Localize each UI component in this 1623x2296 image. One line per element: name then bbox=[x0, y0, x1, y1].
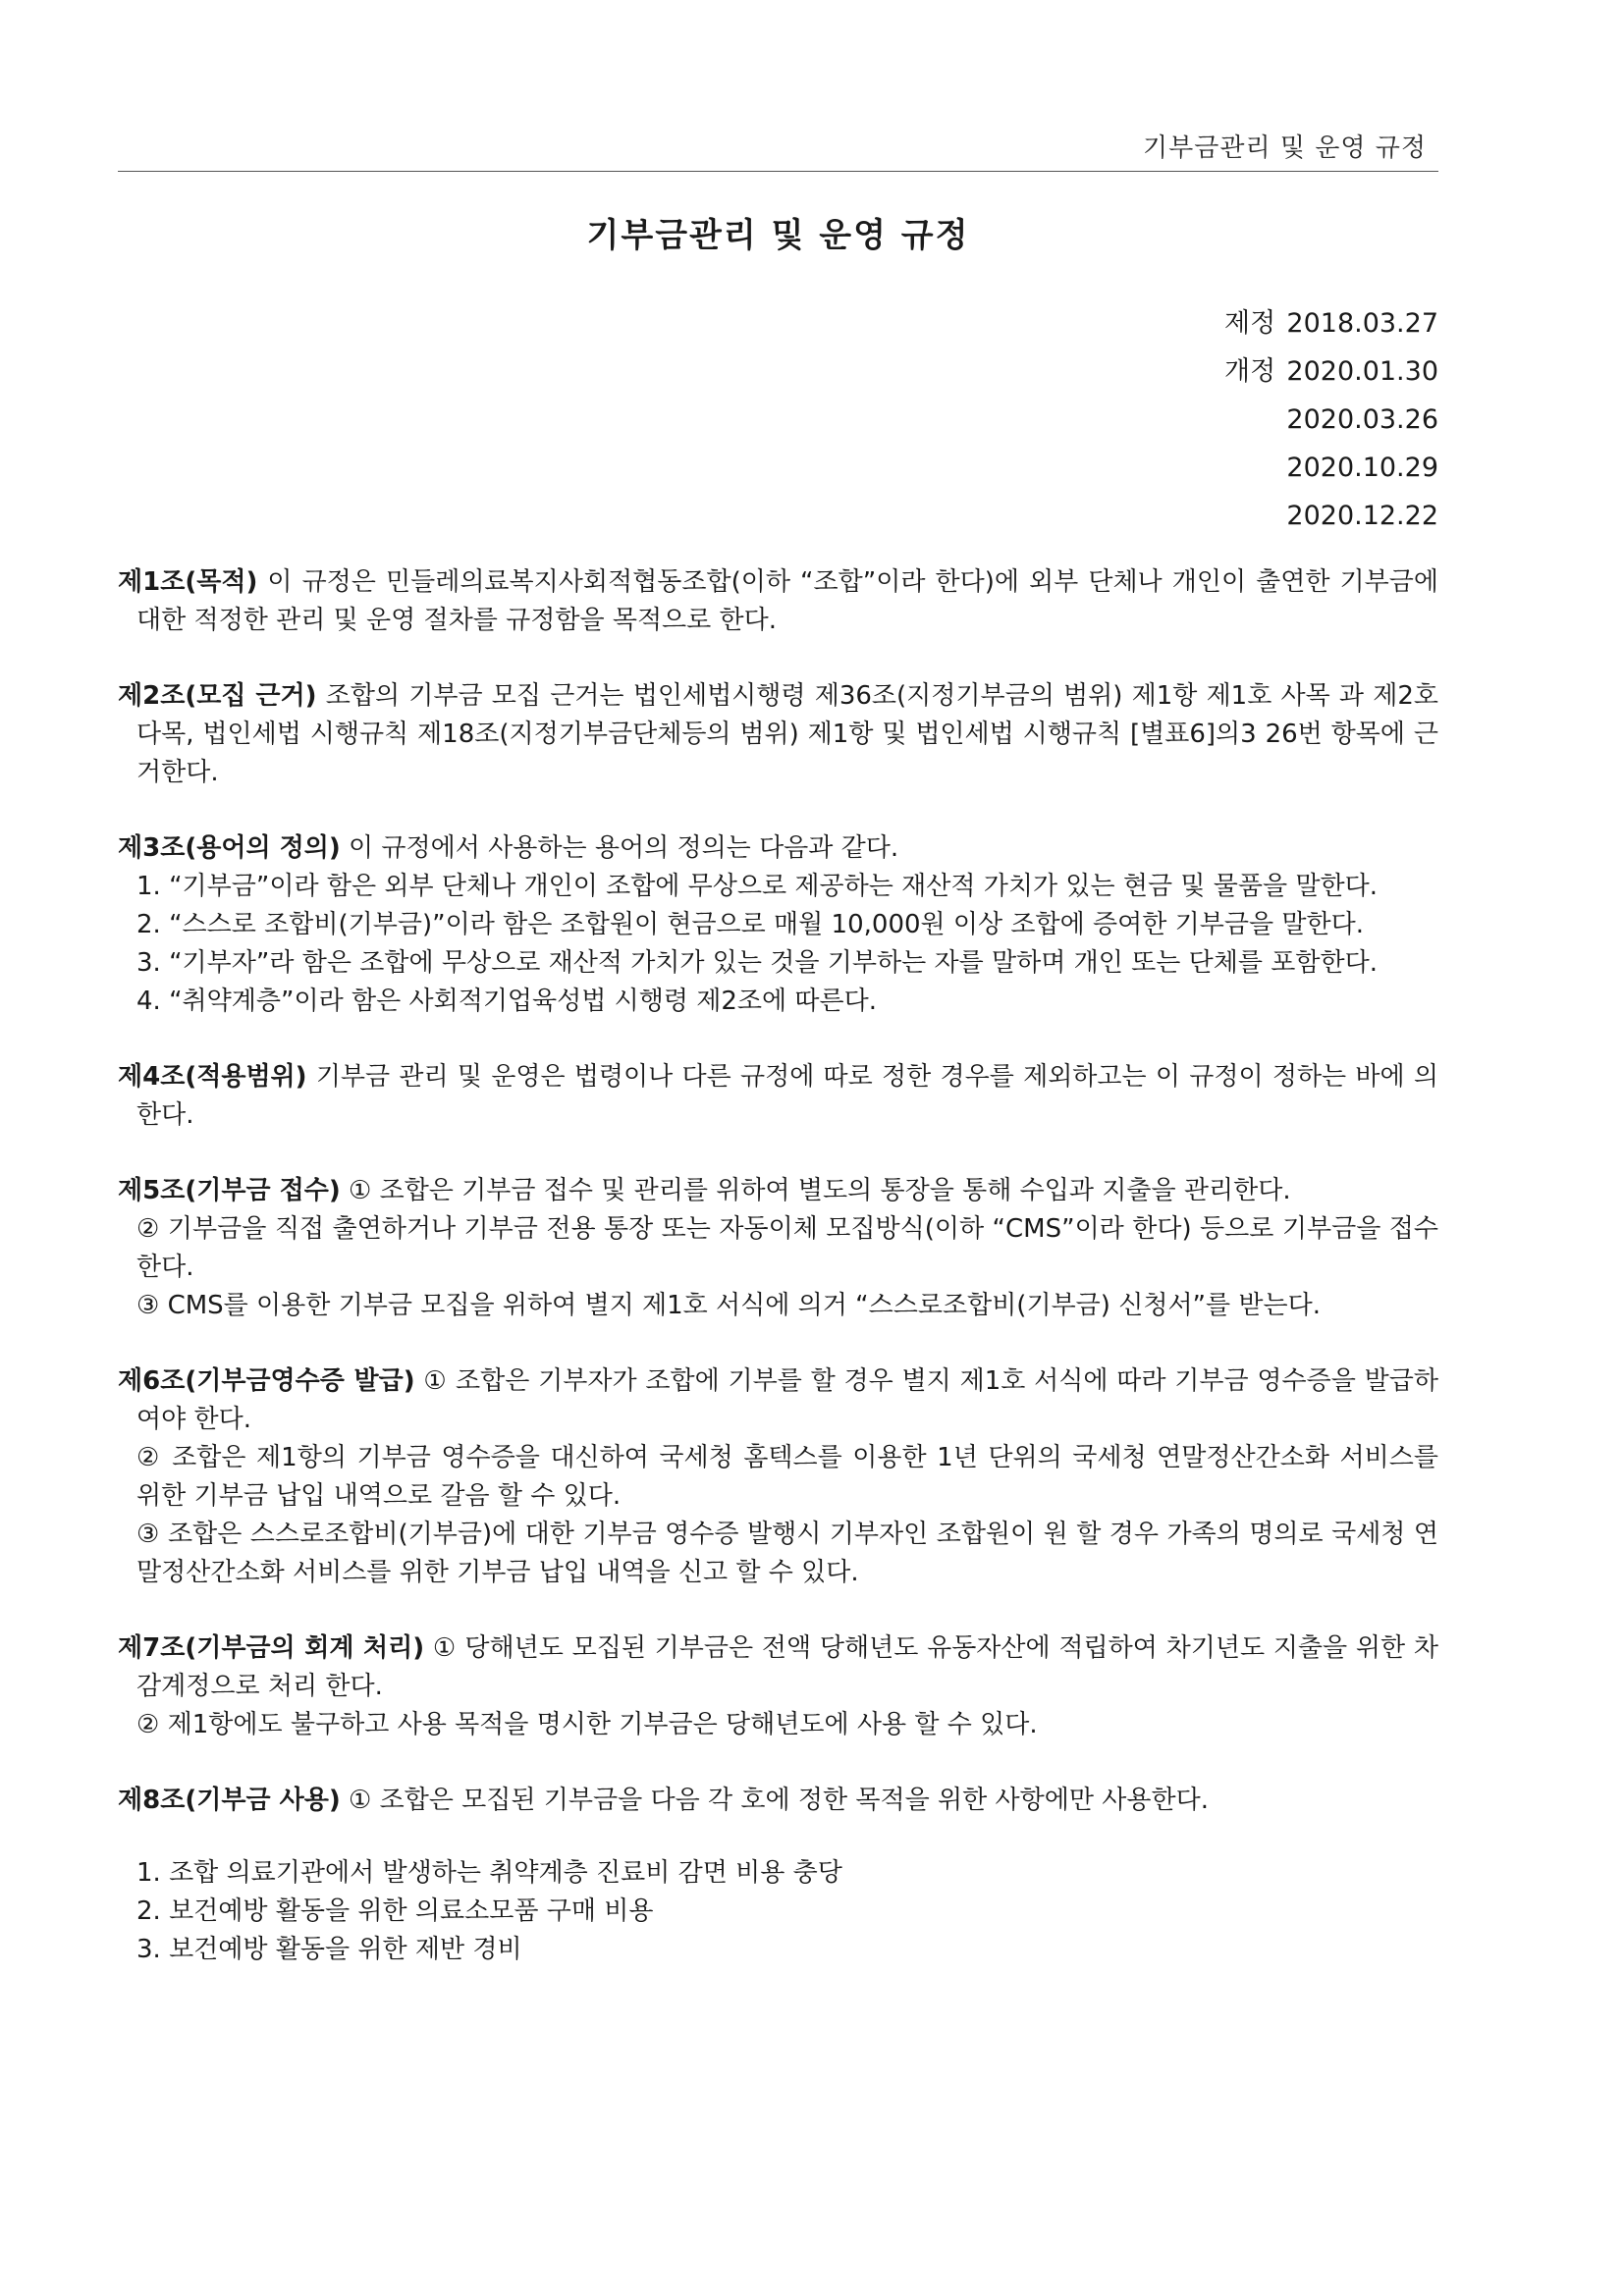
article-first-paragraph bbox=[118, 1362, 1438, 1439]
article-first-paragraph bbox=[118, 677, 1438, 792]
article-item: ③ 조합은 스스로조합비(기부금)에 대한 기부금 영수증 발행시 기부자인 조합원이 원 할 경우 가족의 명의로 국세청 연말정산간소화 서비스를 위한 기부금 납입 내역을 신고 할 수 있다. bbox=[136, 1520, 1438, 1587]
history-row bbox=[1224, 299, 1438, 347]
history-date: 2020.10.29 bbox=[1286, 453, 1438, 483]
article-title: 제5조(기부금 접수) bbox=[118, 1176, 341, 1205]
history-row bbox=[1224, 492, 1438, 540]
article-item: 1. “기부금”이라 함은 외부 단체나 개인이 조합에 무상으로 제공하는 재산적 가치가 있는 현금 및 물품을 말한다. bbox=[136, 872, 1378, 901]
article bbox=[118, 563, 1438, 640]
article-item: ② 기부금을 직접 출연하거나 기부금 전용 통장 또는 자동이체 모집방식(이하 “CMS”이라 한다) 등으로 기부금을 접수 한다. bbox=[136, 1214, 1438, 1282]
article-item: 2. 보건예방 활동을 위한 의료소모품 구매 비용 bbox=[136, 1896, 654, 1926]
history-label bbox=[1224, 396, 1285, 444]
article-title: 제3조(용어의 정의) bbox=[118, 833, 341, 863]
article-first-paragraph bbox=[118, 1058, 1438, 1135]
article-title: 제6조(기부금영수증 발급) bbox=[118, 1366, 415, 1396]
history-date: 2020.01.30 bbox=[1286, 356, 1438, 387]
article bbox=[118, 677, 1438, 792]
history-date: 2020.12.22 bbox=[1286, 501, 1438, 531]
article-title: 제7조(기부금의 회계 처리) bbox=[118, 1633, 425, 1663]
article-first-paragraph bbox=[118, 829, 1438, 868]
article-title: 제4조(적용범위) bbox=[118, 1062, 307, 1092]
article-text: 기부금 관리 및 운영은 법령이나 다른 규정에 따로 정한 경우를 제외하고는 이 규정이 정하는 바에 의한다. bbox=[136, 1062, 1438, 1130]
history-label bbox=[1224, 492, 1285, 540]
history-row bbox=[1224, 444, 1438, 492]
article-first-paragraph bbox=[118, 1172, 1438, 1210]
article-first-paragraph bbox=[118, 1782, 1438, 1820]
article-item: ② 제1항에도 불구하고 사용 목적을 명시한 기부금은 당해년도에 사용 할 수 있다. bbox=[136, 1710, 1038, 1739]
history-label bbox=[1224, 444, 1285, 492]
article-text: 이 규정은 민들레의료복지사회적협동조합(이하 “조합”이라 한다)에 외부 단체나 개인이 출연한 기부금에 대한 적정한 관리 및 운영 절차를 규정함을 목적으로 한다. bbox=[136, 567, 1439, 635]
document-title: 기부금관리 및 운영 규정 bbox=[586, 216, 970, 255]
article-text: 조합의 기부금 모집 근거는 법인세법시행령 제36조(지정기부금의 범위) 제1항 제1호 사목 과 제2호 다목, 법인세법 시행규칙 제18조(지정기부금단체등의 범위) 제1항 및 법인세법 시행규칙 [별표6]의3 26번 항목에 근거한다. bbox=[136, 681, 1439, 787]
article bbox=[118, 1362, 1438, 1592]
article-first-paragraph bbox=[118, 1629, 1438, 1706]
article-title: 제2조(모집 근거) bbox=[118, 681, 317, 711]
article-item: ③ CMS를 이용한 기부금 모집을 위하여 별지 제1호 서식에 의거 “스스로조합비(기부금) 신청서”를 받는다. bbox=[136, 1291, 1322, 1320]
article-item: 2. “스스로 조합비(기부금)”이라 함은 조합원이 현금으로 매월 10,000원 이상 조합에 증여한 기부금을 말한다. bbox=[136, 910, 1364, 939]
article-item: ② 조합은 제1항의 기부금 영수증을 대신하여 국세청 홈텍스를 이용한 1년 단위의 국세청 연말정산간소화 서비스를 위한 기부금 납입 내역으로 갈음 할 수 있다. bbox=[136, 1443, 1438, 1511]
article-text: ① 조합은 기부자가 조합에 기부를 할 경우 별지 제1호 서식에 따라 기부금 영수증을 발급하여야 한다. bbox=[136, 1366, 1439, 1434]
article-item: 3. 보건예방 활동을 위한 제반 경비 bbox=[136, 1935, 522, 1964]
history-date: 2018.03.27 bbox=[1286, 308, 1438, 339]
page-header bbox=[118, 126, 1438, 172]
article bbox=[118, 829, 1438, 1021]
article-first-paragraph bbox=[118, 563, 1438, 640]
article-item: 1. 조합 의료기관에서 발생하는 취약계층 진료비 감면 비용 충당 bbox=[136, 1858, 842, 1888]
article-title: 제8조(기부금 사용) bbox=[118, 1786, 341, 1815]
article bbox=[118, 1172, 1438, 1325]
history-row bbox=[1224, 347, 1438, 396]
history-date: 2020.03.26 bbox=[1286, 404, 1438, 435]
article-title: 제1조(목적) bbox=[118, 567, 258, 597]
article bbox=[118, 1782, 1438, 1969]
article-list bbox=[118, 563, 1438, 1969]
revision-history bbox=[1224, 299, 1438, 540]
article-text: ① 조합은 모집된 기부금을 다음 각 호에 정한 목적을 위한 사항에만 사용한다. bbox=[349, 1786, 1209, 1815]
article-item: 4. “취약계층”이라 함은 사회적기업육성법 시행령 제2조에 따른다. bbox=[136, 987, 878, 1016]
article-text: ① 조합은 기부금 접수 및 관리를 위하여 별도의 통장을 통해 수입과 지출을 관리한다. bbox=[349, 1176, 1291, 1205]
article bbox=[118, 1629, 1438, 1744]
spacer bbox=[118, 1820, 1438, 1854]
history-row bbox=[1224, 396, 1438, 444]
article-text: ① 당해년도 모집된 기부금은 전액 당해년도 유동자산에 적립하여 차기년도 지출을 위한 차감계정으로 처리 한다. bbox=[136, 1633, 1439, 1701]
history-label: 제정 bbox=[1224, 308, 1276, 339]
article-text: 이 규정에서 사용하는 용어의 정의는 다음과 같다. bbox=[349, 833, 899, 863]
running-header-title: 기부금관리 및 운영 규정 bbox=[1143, 133, 1427, 163]
article bbox=[118, 1058, 1438, 1135]
history-label: 개정 bbox=[1224, 356, 1276, 387]
article-item: 3. “기부자”라 함은 조합에 무상으로 재산적 가치가 있는 것을 기부하는 자를 말하며 개인 또는 단체를 포함한다. bbox=[136, 948, 1378, 978]
